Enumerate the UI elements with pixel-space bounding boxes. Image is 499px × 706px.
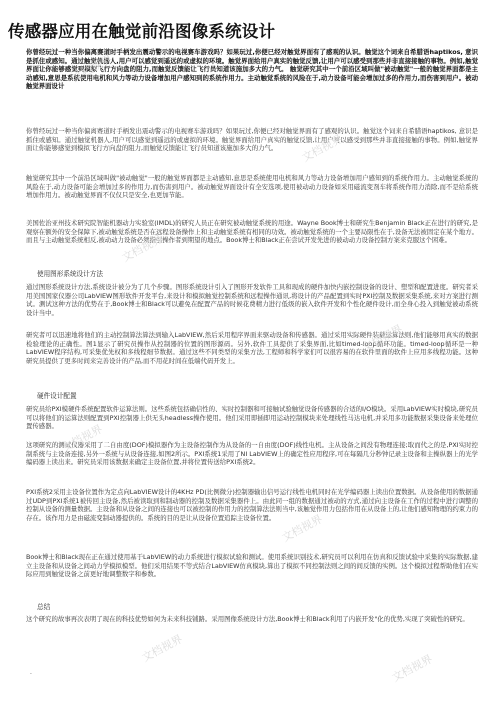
watermark: 文档视界 <box>59 422 105 455</box>
intro-paragraph: 你曾经玩过一种当你偏离赛道时手柄发出震动警示的电视赛车游戏吗？如果玩过,你便已经对触觉界面有了感观的认识。触觉这个词来自希腊语haptikos, 意识是抓住或感知。通过触觉机器人,用户可以感觉到遥远的或虚拟的环境。触觉界面给用户真实的触觉反馈,让用户可以感受到那些并非直接接触的事物。例如,触觉界面让你能够感觉到模拟飞行方向盘的阻力,而触觉反馈能让飞行员知道该施加多大的力气。 触觉研究其中一个前沿区域叫做"被动触觉"一般的触觉界面都是主动感知,意思是系统使用电机和风力等动力设备增加用户感知到的系统作用力。主动触觉系统的风险在于,动力设备可能会增加过多的作用力,而伤害到用户。被动触觉界面设计 <box>26 48 478 91</box>
section-heading-hardware: 硬件设计配置 <box>37 392 77 400</box>
section-heading-design-method: 使用图形系统设计方法 <box>37 270 103 278</box>
body-paragraph-8: PXI系统2采用主设备位置作为定点向LabVIEW设计的4KHz PD(比例微分)控制器输出信号运行线性电机同时在光学编码器上读出位置数据。从设备使用的数据通过UDP到PXI系统1被传回主设备,然后被读取到和制动器的控制及数据采集器件上。由此同一组的数据通过被动的方式,通过向主设备在工作的过程中进行调整的控制从设备的测量数据。主设备和从设备之间的连接也可以被控制的作用力的控制算法法则当中,该触觉作用力包括作用在从设备上的,让他们感知物理的约束力的存在。该作用力是由磁流变制动器提供的。系统的目的是让从设备位置追踪主设备位置。 <box>26 488 478 522</box>
body-paragraph-6: 研究员给PXI模硬件系统配置软件运算法则。这些系统包括确信性的、实时控制器和可接触试验触觉设备传感器的合适的I/O模块。采用LabVIEW实时模块,研究员可以将他们的运算法则配置到PXI控制器上供无头headless操作使用。他们采用即插即用运动控制模块来处理线性马达电机,并采用多功能数据采集设备来处理位置传感器。 <box>26 405 478 431</box>
footer-mark: · <box>30 671 32 678</box>
body-paragraph-2: 触觉研究其中一个前沿区域叫做"被动触觉"一般的触觉界面都是主动感知,意思是系统使用电机和风力等动力设备增加用户感知到的系统作用力。主动触觉系统的风险在于,动力设备可能会增加过多的作用力,而伤害到用户。被动触觉界面设计有全安选项,使用被动动力设备如采用磁流变剂车将系统作用力消除,而不是给系统增加作用力。被动触觉界面不仅仅只是安全,也更加节能。 <box>26 174 478 200</box>
watermark: 文档视界 <box>69 52 115 85</box>
watermark: 文档视界 <box>119 232 165 265</box>
watermark: 文档视界 <box>359 322 405 355</box>
watermark: 文档视界 <box>299 132 345 165</box>
watermark: 文档视界 <box>389 652 435 685</box>
body-paragraph-10: 这个研究的故事再次表明了现在的科技优势如何为未来科技铺路。采用图像系统设计方法,Book博士和Black利用了内嵌开发"化的优势,实现了突破性的研究。 <box>26 615 469 623</box>
body-paragraph-1: 你曾经玩过一种当你偏离赛道时手柄发出震动警示的电视赛车游戏吗？如果玩过,你便已经对触觉界面有了感观的认识。触觉这个词来自希腊语haptikos, 意识是抓住或感知。通过触觉机器人,用户可以感觉到遥远的或虚拟的环境。触觉界面给用户真实的触觉反馈,让用户可以感受到那些并非直接接触的事物。例如,触觉界面让你能够感觉到模拟飞行方向盘的阻力,而触觉反馈能让飞行员知道该施加多大的力气。 <box>26 127 478 153</box>
body-paragraph-9: Book博士和Black现在正在通过使用基于LabVIEW的动力系统进行模拟试验和测试。使用系统识别技术,研究员可以利用在仿真和反馈试验中采集的实际数据,建立主设备和从设备之间动力学模拟模型。他们采用结果不等式结合LabVIEW仿真模块,算出了模拟不同控制法则之间的间反馈的实例。这个模拟过程帮助他们在实际应用到触觉设备之前更好地调整数字和参数。 <box>26 553 478 579</box>
body-paragraph-4: 通过图形系统设计方法,系统设计被分为了几个步骤。图形系统设计引入了图形开发软件工具和现成的硬件加快内嵌控制设备的设计、塑型和配置进度。研究者采用美国国家仪器公司LabVIEW图形软件开发平台,来设计和模拟触觉控制系统和远程操作通讯,将设计的产品配置到实时PXI控制及数据采集系统,来对方案进行测试。测试这种方法的优势在于,Book博士和Black可以避免在配置产品的时候花费精力进行低级的嵌入软件开发和个性化硬件设计,而全身心投入到触觉被动系统设计当中。 <box>26 283 478 317</box>
body-paragraph-7: 这项研究的测试仪器采用了二自由度(DOF)模拟器作为主设备控制作为从设备的一自由度(DOF)线性电机。主从设备之间没有物理连接;取而代之的是,PXI实时控制系统与主设备连接,另外一系统与从设备连接,如图2所示。PXI系统1采用了NI LabVIEW上的确定性应用程序,可在每隔几分秒钟记录主设备和主操纵器上的光学编码器上读出来。研究员采用该数据来确定主设备位置,并将位置传送给PXI系统2。 <box>26 441 478 467</box>
body-paragraph-5: 研究者可以迅速地将他们的主动控制算法算法到输入LabVIEW,然后采用程序界面来驱动设备和传感器。通过采用实际硬件装载运算法则,他们能够用真实的数据检验理论的正确性。图1显示了研究员操作从控制器的位置的图形源码。另外,软件工具提供了采集界面,比如timed-loop循环功能。timed-loop循环是一种LabVIEW程序结构,可采集优先权和多线程细节数据。通过这些不同类型的采集方法,工程师和科学家们可以很容易的在软件里面的软件上应用多线程功能。这种研究员提供了更多时间来完善设计的产品,而不用花时间在低端代码开发上。 <box>26 331 478 365</box>
watermark: 文档视界 <box>279 512 325 545</box>
watermark: 文档视界 <box>139 632 185 665</box>
section-heading-summary: 总结 <box>37 603 51 611</box>
body-paragraph-3: 美国佐治亚州技术研究院智能机器动力实验室(IMDL)的研究人员正在研究被动触觉系统的用途。Wayne Book博士和研究生Benjamin Black正在进行的研究,是观察在额外的安全保障下,被动触觉系统是否在远程设备操作上和主动触觉系统有相同的功效。被动触觉系统的一个主要局限性在于,设备无法被固定在某个地方。而且与主动触觉系统相反,被动动力设备必须指引操作者到期望的地点。Book博士和Black正在尝试开发先进的被动动力设备控制方案来克服这个困难。 <box>26 219 478 245</box>
page-title: 传感器应用在触觉前沿图像系统设计 <box>8 22 276 41</box>
